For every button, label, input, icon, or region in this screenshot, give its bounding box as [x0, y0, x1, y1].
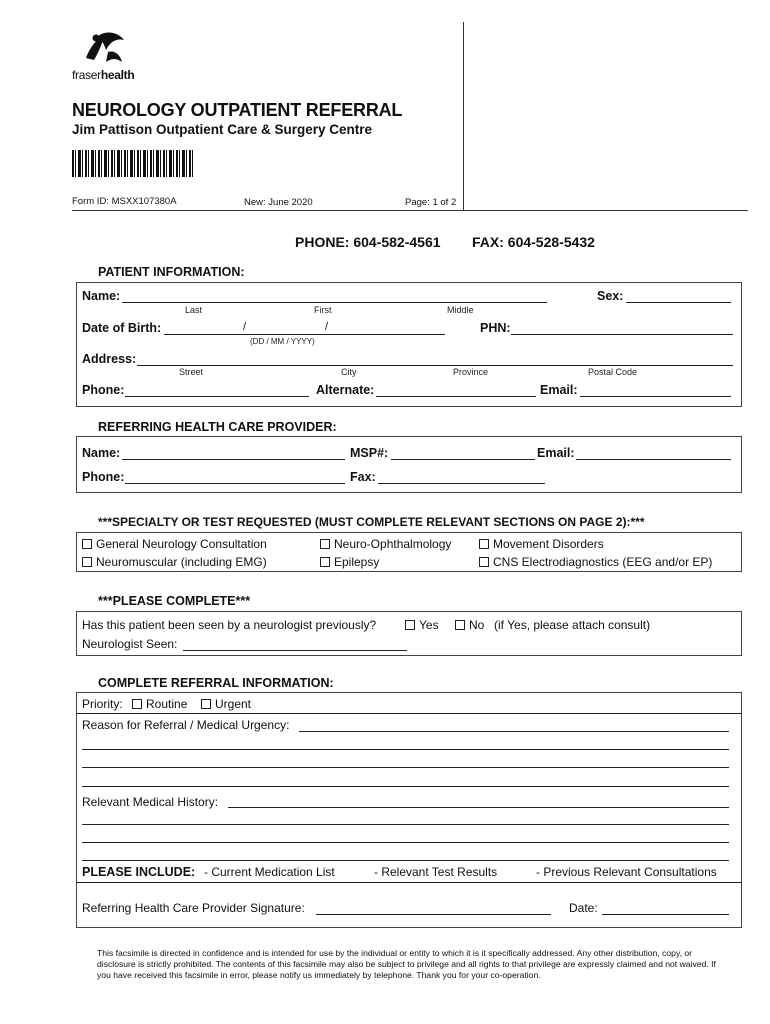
specialty-section-heading: ***SPECIALTY OR TEST REQUESTED (MUST COMPLETE RELEVANT SECTIONS ON PAGE 2):***: [98, 515, 645, 529]
checkbox-icon[interactable]: [82, 557, 92, 567]
dob-slash-1: /: [243, 321, 247, 333]
barcode: [72, 150, 195, 177]
patient-sex-field[interactable]: [626, 302, 731, 303]
checkbox-icon[interactable]: [479, 557, 489, 567]
logo-text-fraser: fraser: [72, 68, 101, 82]
include-consultations: - Previous Relevant Consultations: [536, 865, 717, 879]
contact-fax: FAX: 604-528-5432: [472, 234, 595, 250]
patient-section-heading: PATIENT INFORMATION:: [98, 265, 245, 279]
checkbox-icon[interactable]: [479, 539, 489, 549]
history-line-4[interactable]: [82, 860, 729, 861]
province-caption: Province: [453, 367, 489, 377]
phn-field[interactable]: [511, 334, 733, 335]
provider-phone-field[interactable]: [125, 483, 345, 484]
provider-email-field[interactable]: [576, 459, 731, 460]
checkbox-icon[interactable]: [455, 620, 465, 630]
option-general-neurology[interactable]: General Neurology Consultation: [82, 537, 267, 551]
option-cns-electrodiagnostics[interactable]: CNS Electrodiagnostics (EEG and/or EP): [479, 555, 712, 569]
reason-line-1[interactable]: [299, 731, 729, 732]
patient-name-label: Name:: [82, 289, 121, 303]
postal-caption: Postal Code: [588, 367, 638, 377]
city-caption: City: [341, 367, 357, 377]
include-test-results: - Relevant Test Results: [374, 865, 498, 879]
checkbox-icon[interactable]: [405, 620, 415, 630]
include-divider: [76, 882, 742, 883]
include-medication-list: - Current Medication List: [204, 865, 335, 879]
neurologist-seen-field[interactable]: [183, 650, 407, 651]
street-caption: Street: [179, 367, 204, 377]
date-field[interactable]: [602, 914, 729, 915]
patient-name-field[interactable]: [122, 302, 547, 303]
referral-section-heading: COMPLETE REFERRAL INFORMATION:: [98, 676, 334, 690]
neurologist-seen-label: Neurologist Seen:: [82, 637, 178, 651]
form-subtitle: Jim Pattison Outpatient Care & Surgery Centre: [72, 122, 373, 137]
provider-phone-label: Phone:: [82, 470, 125, 484]
history-line-2[interactable]: [82, 824, 729, 825]
reason-line-4[interactable]: [82, 786, 729, 787]
checkbox-icon[interactable]: [201, 699, 211, 709]
header-horizontal-divider: [72, 210, 748, 211]
reason-line-2[interactable]: [82, 749, 729, 750]
history-line-3[interactable]: [82, 842, 729, 843]
option-neuromuscular[interactable]: Neuromuscular (including EMG): [82, 555, 267, 569]
reason-line-3[interactable]: [82, 767, 729, 768]
patient-phone-field[interactable]: [125, 396, 309, 397]
checkbox-icon[interactable]: [132, 699, 142, 709]
please-complete-heading: ***PLEASE COMPLETE***: [98, 594, 251, 608]
signature-label: Referring Health Care Provider Signature:: [82, 901, 305, 915]
address-label: Address:: [82, 352, 137, 366]
logo-wordmark: [72, 68, 134, 82]
confidentiality-notice: This facsimile is directed in confidence and is intended for use by the individual or entity to which it is it specifically addressed. Any other distribution, copy, or disclosure is strictly prohibited. The contents of this facsimile may also be subject to privilege and all rights to that privilege are expressly claimed and not waived. If you have received this facsimile in error, please notify us immediately by telephone. Thank you for your co-operation.: [97, 948, 716, 980]
middle-caption: Middle: [447, 305, 474, 315]
address-field[interactable]: [137, 365, 733, 366]
patient-info-box: [76, 282, 742, 407]
option-no[interactable]: No: [455, 618, 484, 632]
provider-fax-field[interactable]: [378, 483, 545, 484]
msp-field[interactable]: [391, 459, 535, 460]
dob-label: Date of Birth:: [82, 321, 162, 335]
provider-name-label: Name:: [82, 446, 121, 460]
option-epilepsy[interactable]: Epilepsy: [320, 555, 379, 569]
option-neuro-ophthalmology[interactable]: Neuro-Ophthalmology: [320, 537, 451, 551]
dob-slash-2: /: [325, 321, 329, 333]
checkbox-icon[interactable]: [82, 539, 92, 549]
priority-label: Priority:: [82, 697, 123, 711]
msp-label: MSP#:: [350, 446, 389, 460]
history-label: Relevant Medical History:: [82, 795, 219, 809]
dob-field[interactable]: [164, 334, 445, 335]
checkbox-icon[interactable]: [320, 557, 330, 567]
seen-before-question: Has this patient been seen by a neurologist previously?: [82, 618, 377, 632]
page-number: Page: 1 of 2: [405, 197, 457, 208]
last-caption: Last: [185, 305, 203, 315]
priority-divider: [76, 713, 742, 714]
fraserhealth-logo-icon: [76, 28, 128, 68]
phn-label: PHN:: [480, 321, 511, 335]
reason-label: Reason for Referral / Medical Urgency:: [82, 718, 290, 732]
provider-email-label: Email:: [537, 446, 575, 460]
priority-routine[interactable]: Routine: [132, 697, 187, 711]
provider-box: [76, 436, 742, 493]
alternate-label: Alternate:: [316, 383, 375, 397]
form-id: Form ID: MSXX107380A: [72, 196, 177, 207]
provider-fax-label: Fax:: [350, 470, 376, 484]
option-movement-disorders[interactable]: Movement Disorders: [479, 537, 604, 551]
attach-consult-note: (if Yes, please attach consult): [494, 618, 651, 632]
priority-urgent[interactable]: Urgent: [201, 697, 251, 711]
dob-format-caption: (DD / MM / YYYY): [250, 337, 315, 346]
header-vertical-divider: [463, 22, 464, 210]
alternate-field[interactable]: [376, 396, 536, 397]
logo-text-health: health: [100, 68, 135, 82]
checkbox-icon[interactable]: [320, 539, 330, 549]
patient-email-label: Email:: [540, 383, 578, 397]
patient-sex-label: Sex:: [597, 289, 624, 303]
date-label: Date:: [569, 901, 598, 915]
patient-phone-label: Phone:: [82, 383, 125, 397]
new-date: New: June 2020: [244, 197, 313, 208]
history-line-1[interactable]: [228, 807, 729, 808]
form-title: NEUROLOGY OUTPATIENT REFERRAL: [72, 100, 403, 120]
signature-field[interactable]: [316, 914, 551, 915]
contact-phone: PHONE: 604-582-4561: [295, 234, 441, 250]
first-caption: First: [314, 305, 332, 315]
option-yes[interactable]: Yes: [405, 618, 439, 632]
provider-section-heading: REFERRING HEALTH CARE PROVIDER:: [98, 420, 337, 434]
patient-email-field[interactable]: [580, 396, 731, 397]
provider-name-field[interactable]: [122, 459, 345, 460]
please-include-label: PLEASE INCLUDE:: [82, 865, 196, 879]
